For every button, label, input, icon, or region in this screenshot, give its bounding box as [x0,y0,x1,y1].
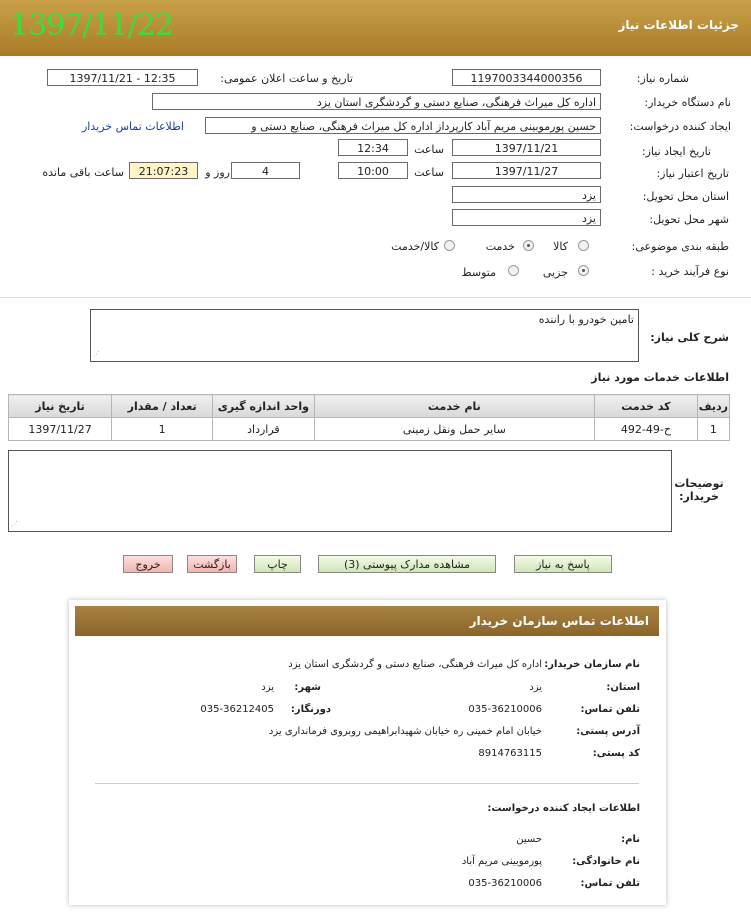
col-unit: واحد اندازه گیری [213,395,314,418]
description-textarea[interactable] [90,309,639,362]
announce-label: تاریخ و ساعت اعلان عمومی: [220,72,353,85]
created-date-field[interactable]: 1397/11/21 [452,139,601,156]
category-option-goods: کالا [553,240,568,253]
buyer-field[interactable]: اداره کل میراث فرهنگی، صنایع دستی و گردشگری استان یزد [152,93,601,110]
reply-button[interactable]: پاسخ به نیاز [514,555,612,573]
remaining-time-field[interactable]: 21:07:23 [129,162,198,179]
contact-card-title: اطلاعات تماس سازمان خریدار [469,614,649,628]
divider [0,297,751,298]
family-label: نام خانوادگی: [572,856,640,867]
city-card-value: یزد [261,682,274,693]
days-label: روز و [205,166,230,179]
creator-phone-value: 035-36210006 [468,878,542,889]
date-stamp: 1397/11/22 [10,8,173,43]
phone-value: 035-36210006 [468,704,542,715]
services-title: اطلاعات خدمات مورد نیاز [591,371,729,384]
table-header-row [9,395,730,418]
cell-row-number: 1 [697,418,729,441]
table-row[interactable] [9,418,730,441]
page-header [0,0,751,56]
card-divider [95,783,639,784]
col-service-name: نام خدمت [314,395,595,418]
category-label: طبقه بندی موضوعی: [631,240,729,253]
need-number-label: شماره نیاز: [636,72,689,85]
cell-unit: قرارداد [213,418,314,441]
exit-button[interactable]: خروج [123,555,173,573]
purchase-label: نوع فرآیند خرید : [651,265,729,278]
buyer-notes-textarea[interactable] [8,450,672,532]
cell-need-date: 1397/11/27 [9,418,112,441]
valid-time-label: ساعت [414,166,444,179]
buyer-label: نام دستگاه خریدار: [644,96,731,109]
province-card-label: استان: [606,682,640,693]
contact-card-header [75,606,659,636]
buyer-contact-link[interactable]: اطلاعات تماس خریدار [82,120,184,133]
city-field[interactable]: یزد [452,209,601,226]
col-quantity: تعداد / مقدار [112,395,213,418]
valid-date-field[interactable]: 1397/11/27 [452,162,601,179]
page-title: جزئیات اطلاعات نیاز [618,18,739,32]
col-service-code: کد خدمت [595,395,698,418]
province-card-value: یزد [529,682,542,693]
cell-quantity: 1 [112,418,213,441]
valid-date-label: تاریخ اعتبار نیاز: [656,167,729,180]
col-need-date: تاریخ نیاز [9,395,112,418]
category-option-both: کالا/خدمت [391,240,439,253]
category-radio-service[interactable] [523,240,534,251]
fax-label: دورنگار: [290,704,331,715]
buyer-notes-label: توضیحات خریدار: [674,477,724,503]
category-radio-both[interactable] [444,240,455,251]
province-label: استان محل تحویل: [642,190,729,203]
org-label: نام سازمان خریدار: [544,659,640,670]
province-field[interactable]: یزد [452,186,601,203]
description-text: تامین خودرو با راننده [538,313,634,326]
remaining-days-field[interactable]: 4 [231,162,300,179]
services-table [8,394,730,441]
created-date-label: تاریخ ایجاد نیاز: [641,145,711,158]
category-radio-goods[interactable] [578,240,589,251]
cell-service-name: سایر حمل ونقل زمینی [314,418,595,441]
created-time-label: ساعت [414,143,444,156]
name-value: حسین [516,834,542,845]
creator-label: ایجاد کننده درخواست: [629,120,731,133]
purchase-option-minor: جزیی [542,266,568,279]
creator-field[interactable]: حسین پورموبینی مریم آباد کارپرداز اداره کل میراث فرهنگی، صنایع دستی و [205,117,601,134]
postal-value: 8914763115 [478,748,542,759]
need-number-field[interactable]: 1197003344000356 [452,69,601,86]
attachments-button[interactable]: مشاهده مدارک پیوستی (3) [318,555,496,573]
remaining-label: ساعت باقی مانده [42,166,124,179]
fax-value: 035-36212405 [200,704,274,715]
org-value: اداره کل میراث فرهنگی، صنایع دستی و گردشگری استان یزد [288,659,542,670]
valid-time-field[interactable]: 10:00 [338,162,408,179]
purchase-radio-minor[interactable] [578,265,589,276]
created-time-field[interactable]: 12:34 [338,139,408,156]
col-row-number: ردیف [697,395,729,418]
address-value: خیابان امام خمینی ره خیابان شهیدابراهیمی روبروی فرمانداری یزد [268,726,542,737]
print-button[interactable]: چاپ [254,555,301,573]
city-card-label: شهر: [294,682,321,693]
description-label: شرح کلی نیاز: [650,331,729,344]
name-label: نام: [621,834,640,845]
back-button[interactable]: بازگشت [187,555,237,573]
resize-grip-icon[interactable]: ⋰ [11,520,18,528]
phone-label: تلفن تماس: [580,704,640,715]
purchase-option-medium: متوسط [461,266,496,279]
family-value: پورموبینی مریم آباد [461,856,542,867]
city-label: شهر محل تحویل: [649,213,729,226]
category-option-service: خدمت [485,240,515,253]
announce-field[interactable]: 1397/11/21 - 12:35 [47,69,198,86]
purchase-radio-medium[interactable] [508,265,519,276]
creator-phone-label: تلفن تماس: [580,878,640,889]
address-label: آدرس پستی: [576,726,640,737]
cell-service-code: ح-49-492 [595,418,698,441]
postal-label: کد پستی: [592,748,640,759]
creator-info-title: اطلاعات ایجاد کننده درخواست: [487,803,640,814]
resize-grip-icon[interactable]: ⋰ [93,350,100,358]
